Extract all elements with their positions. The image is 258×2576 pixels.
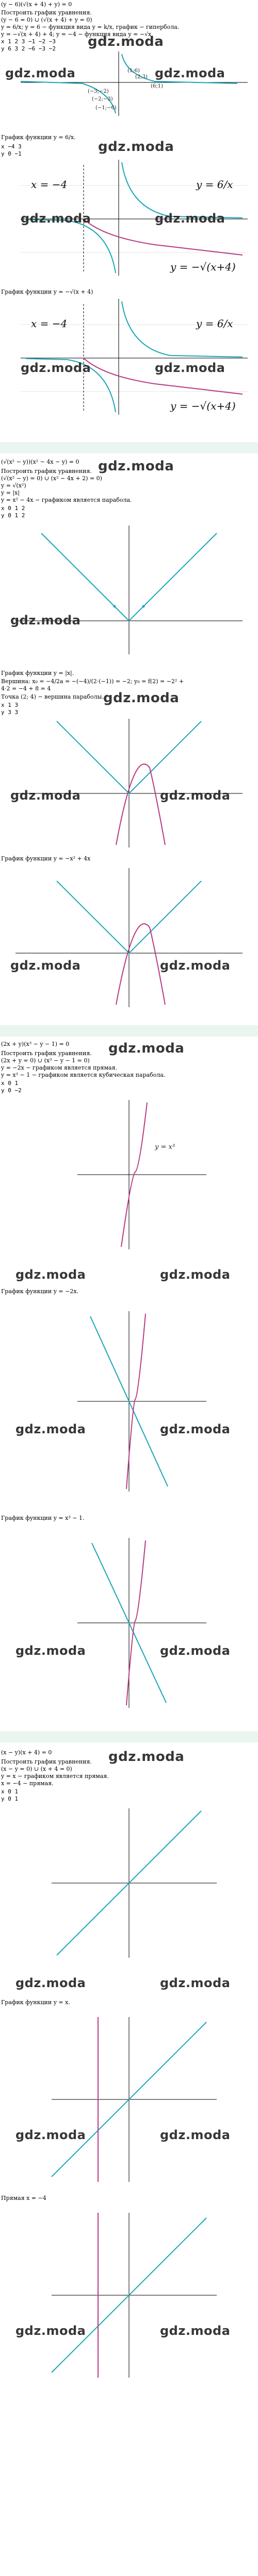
table-row: y 0 −2	[1, 1087, 22, 1094]
watermark: gdz.moda	[15, 2324, 86, 2338]
table-row: y 0 1 2	[1, 512, 25, 519]
section-title: График функции y = −2x.	[1, 1288, 79, 1295]
graph-abs	[0, 523, 258, 657]
watermark: gdz.moda	[5, 66, 76, 80]
equation: (√(x² − y))(x² − 4x − y) = 0	[1, 459, 79, 465]
table-row: x 1 2 3 −1 −2 −3	[1, 38, 56, 45]
watermark: gdz.moda	[155, 211, 225, 226]
table-row: x 0 1	[1, 1080, 19, 1087]
text-line: y = 6/x; y = 6 − функция вида y = k/x, график − гипербола.	[1, 24, 180, 30]
text-line: (2x + y = 0) ∪ (x³ − y − 1 = 0)	[1, 1057, 90, 1064]
graph-line	[0, 1309, 258, 1494]
table-row: x 0 1	[1, 1788, 19, 1795]
curve-label: y = −√(x+4)	[170, 261, 236, 273]
watermark: gdz.moda	[160, 1267, 231, 1282]
table-row: y 0 1	[1, 1795, 19, 1802]
text-line: 4·2 = −4 + 8 = 4	[1, 685, 51, 692]
watermark: gdz.moda	[160, 1643, 231, 1658]
text-line: Точка (2; 4) − вершина параболы.	[1, 693, 104, 700]
text-line: Построить график уравнения.	[1, 1758, 92, 1765]
watermark: gdz.moda	[15, 1422, 86, 1436]
watermark: gdz.moda	[160, 1422, 231, 1436]
section-title: Прямая x = −4	[1, 2195, 46, 2201]
section-title: График функции y = −√(x + 4)	[1, 289, 93, 295]
text-line: (x − y = 0) ∪ (x + 4 = 0)	[1, 1766, 72, 1772]
text-line: (√(x² − y) = 0) ∪ (x² − 4x + 2) = 0)	[1, 475, 102, 482]
watermark: gdz.moda	[160, 788, 231, 803]
watermark: gdz.moda	[155, 361, 225, 375]
watermark: gdz.moda	[160, 958, 231, 973]
graph-abs-parabola	[0, 716, 258, 850]
text-line: x = −4 − прямая.	[1, 1780, 54, 1787]
watermark: gdz.moda	[160, 1976, 231, 1990]
divider-band	[0, 1025, 258, 1037]
text-line: (y − 6 = 0) ∪ (√(x + 4) + y = 0)	[1, 16, 92, 23]
text-line: y = x³ − 1 − графиком является кубическая парабола.	[1, 1072, 166, 1078]
watermark: gdz.moda	[15, 2128, 86, 2142]
point-label: (2;3)	[135, 74, 148, 80]
curve-label: y = 6/x	[196, 317, 233, 330]
watermark: gdz.moda	[10, 613, 81, 628]
curve-label: y = 6/x	[196, 178, 233, 191]
text-line: y = x² − 4x − графиком является парабола.	[1, 497, 132, 503]
divider-band	[0, 1731, 258, 1742]
section-title: График функции y = x³ − 1.	[1, 1515, 85, 1521]
watermark: gdz.moda	[155, 66, 225, 80]
line-label: x = −4	[31, 178, 68, 191]
watermark: gdz.moda	[103, 690, 180, 706]
watermark: gdz.moda	[15, 1267, 86, 1282]
watermark: gdz.moda	[10, 958, 81, 973]
graph-hyperbola-points	[0, 52, 258, 118]
text-line: y = √(x²)	[1, 482, 26, 489]
table-row: y 0 −1	[1, 150, 22, 157]
table-row: x −4 3	[1, 143, 22, 150]
watermark: gdz.moda	[108, 1749, 185, 1765]
text-line: Построить график уравнения.	[1, 468, 92, 474]
section-title: График функции y = x.	[1, 1999, 70, 2006]
graph-cubic	[0, 1097, 258, 1252]
point-label: (1;6)	[127, 68, 140, 74]
divider-band	[0, 442, 258, 453]
curve-label: y = x³	[155, 1143, 175, 1151]
graph-vertical	[0, 2210, 258, 2380]
line-label: x = −4	[31, 317, 68, 330]
text-line: y = −2x − графиком является прямая.	[1, 1064, 118, 1071]
section-title: График функции y = |x|.	[1, 670, 74, 676]
equation: (x − y)(x + 4) = 0	[1, 1749, 52, 1756]
text-line: y = |x|	[1, 489, 20, 496]
watermark: gdz.moda	[15, 1643, 86, 1658]
graph-line-cubic	[0, 1535, 258, 1710]
point-label: (−2;−3)	[92, 96, 113, 102]
equation: (2x + y)(x³ − y − 1) = 0	[1, 1041, 70, 1047]
graph-diagonal-vertical	[0, 2014, 258, 2184]
watermark: gdz.moda	[160, 2324, 231, 2338]
graph-hyperbola-root-2	[0, 299, 258, 417]
table-row: y 3 3	[1, 709, 19, 716]
text-line: Вершина: x₀ = −4/2a = −(−4)/(2·(−1)) = −2; y₀ = f(2) = −2² +	[1, 678, 184, 685]
text-line: y = x − графиком является прямая.	[1, 1773, 109, 1780]
text-line: Построить график уравнения.	[1, 9, 92, 16]
graph-diagonal	[0, 1806, 258, 1960]
table-row: y 6 3 2 −6 −3 −2	[1, 45, 56, 52]
watermark: gdz.moda	[10, 788, 81, 803]
table-row: x 0 1 2	[1, 505, 25, 512]
watermark: gdz.moda	[108, 1041, 185, 1056]
watermark: gdz.moda	[15, 1976, 86, 1990]
table-row: x 1 3	[1, 702, 19, 708]
point-label: (6;1)	[151, 83, 163, 89]
section-title: График функции y = −x² + 4x	[1, 855, 91, 862]
section-title: График функции y = 6/x.	[1, 134, 76, 141]
watermark: gdz.moda	[21, 211, 91, 226]
text-line: Построить график уравнения.	[1, 1050, 92, 1057]
watermark: gdz.moda	[88, 34, 164, 49]
watermark: gdz.moda	[98, 139, 174, 155]
watermark: gdz.moda	[160, 2128, 231, 2142]
graph-parabola	[0, 866, 258, 1010]
point-label: (−1;−6)	[95, 105, 117, 111]
watermark: gdz.moda	[98, 459, 174, 474]
point-label: (−3;−2)	[88, 89, 109, 94]
watermark: gdz.moda	[21, 361, 91, 375]
text-line: y = −√(x + 4) + 4; y = −4 − функция вида y = −√x	[1, 31, 152, 38]
equation: (y − 6)(√(x + 4) + y) = 0	[1, 1, 72, 8]
curve-label: y = −√(x+4)	[170, 400, 236, 412]
